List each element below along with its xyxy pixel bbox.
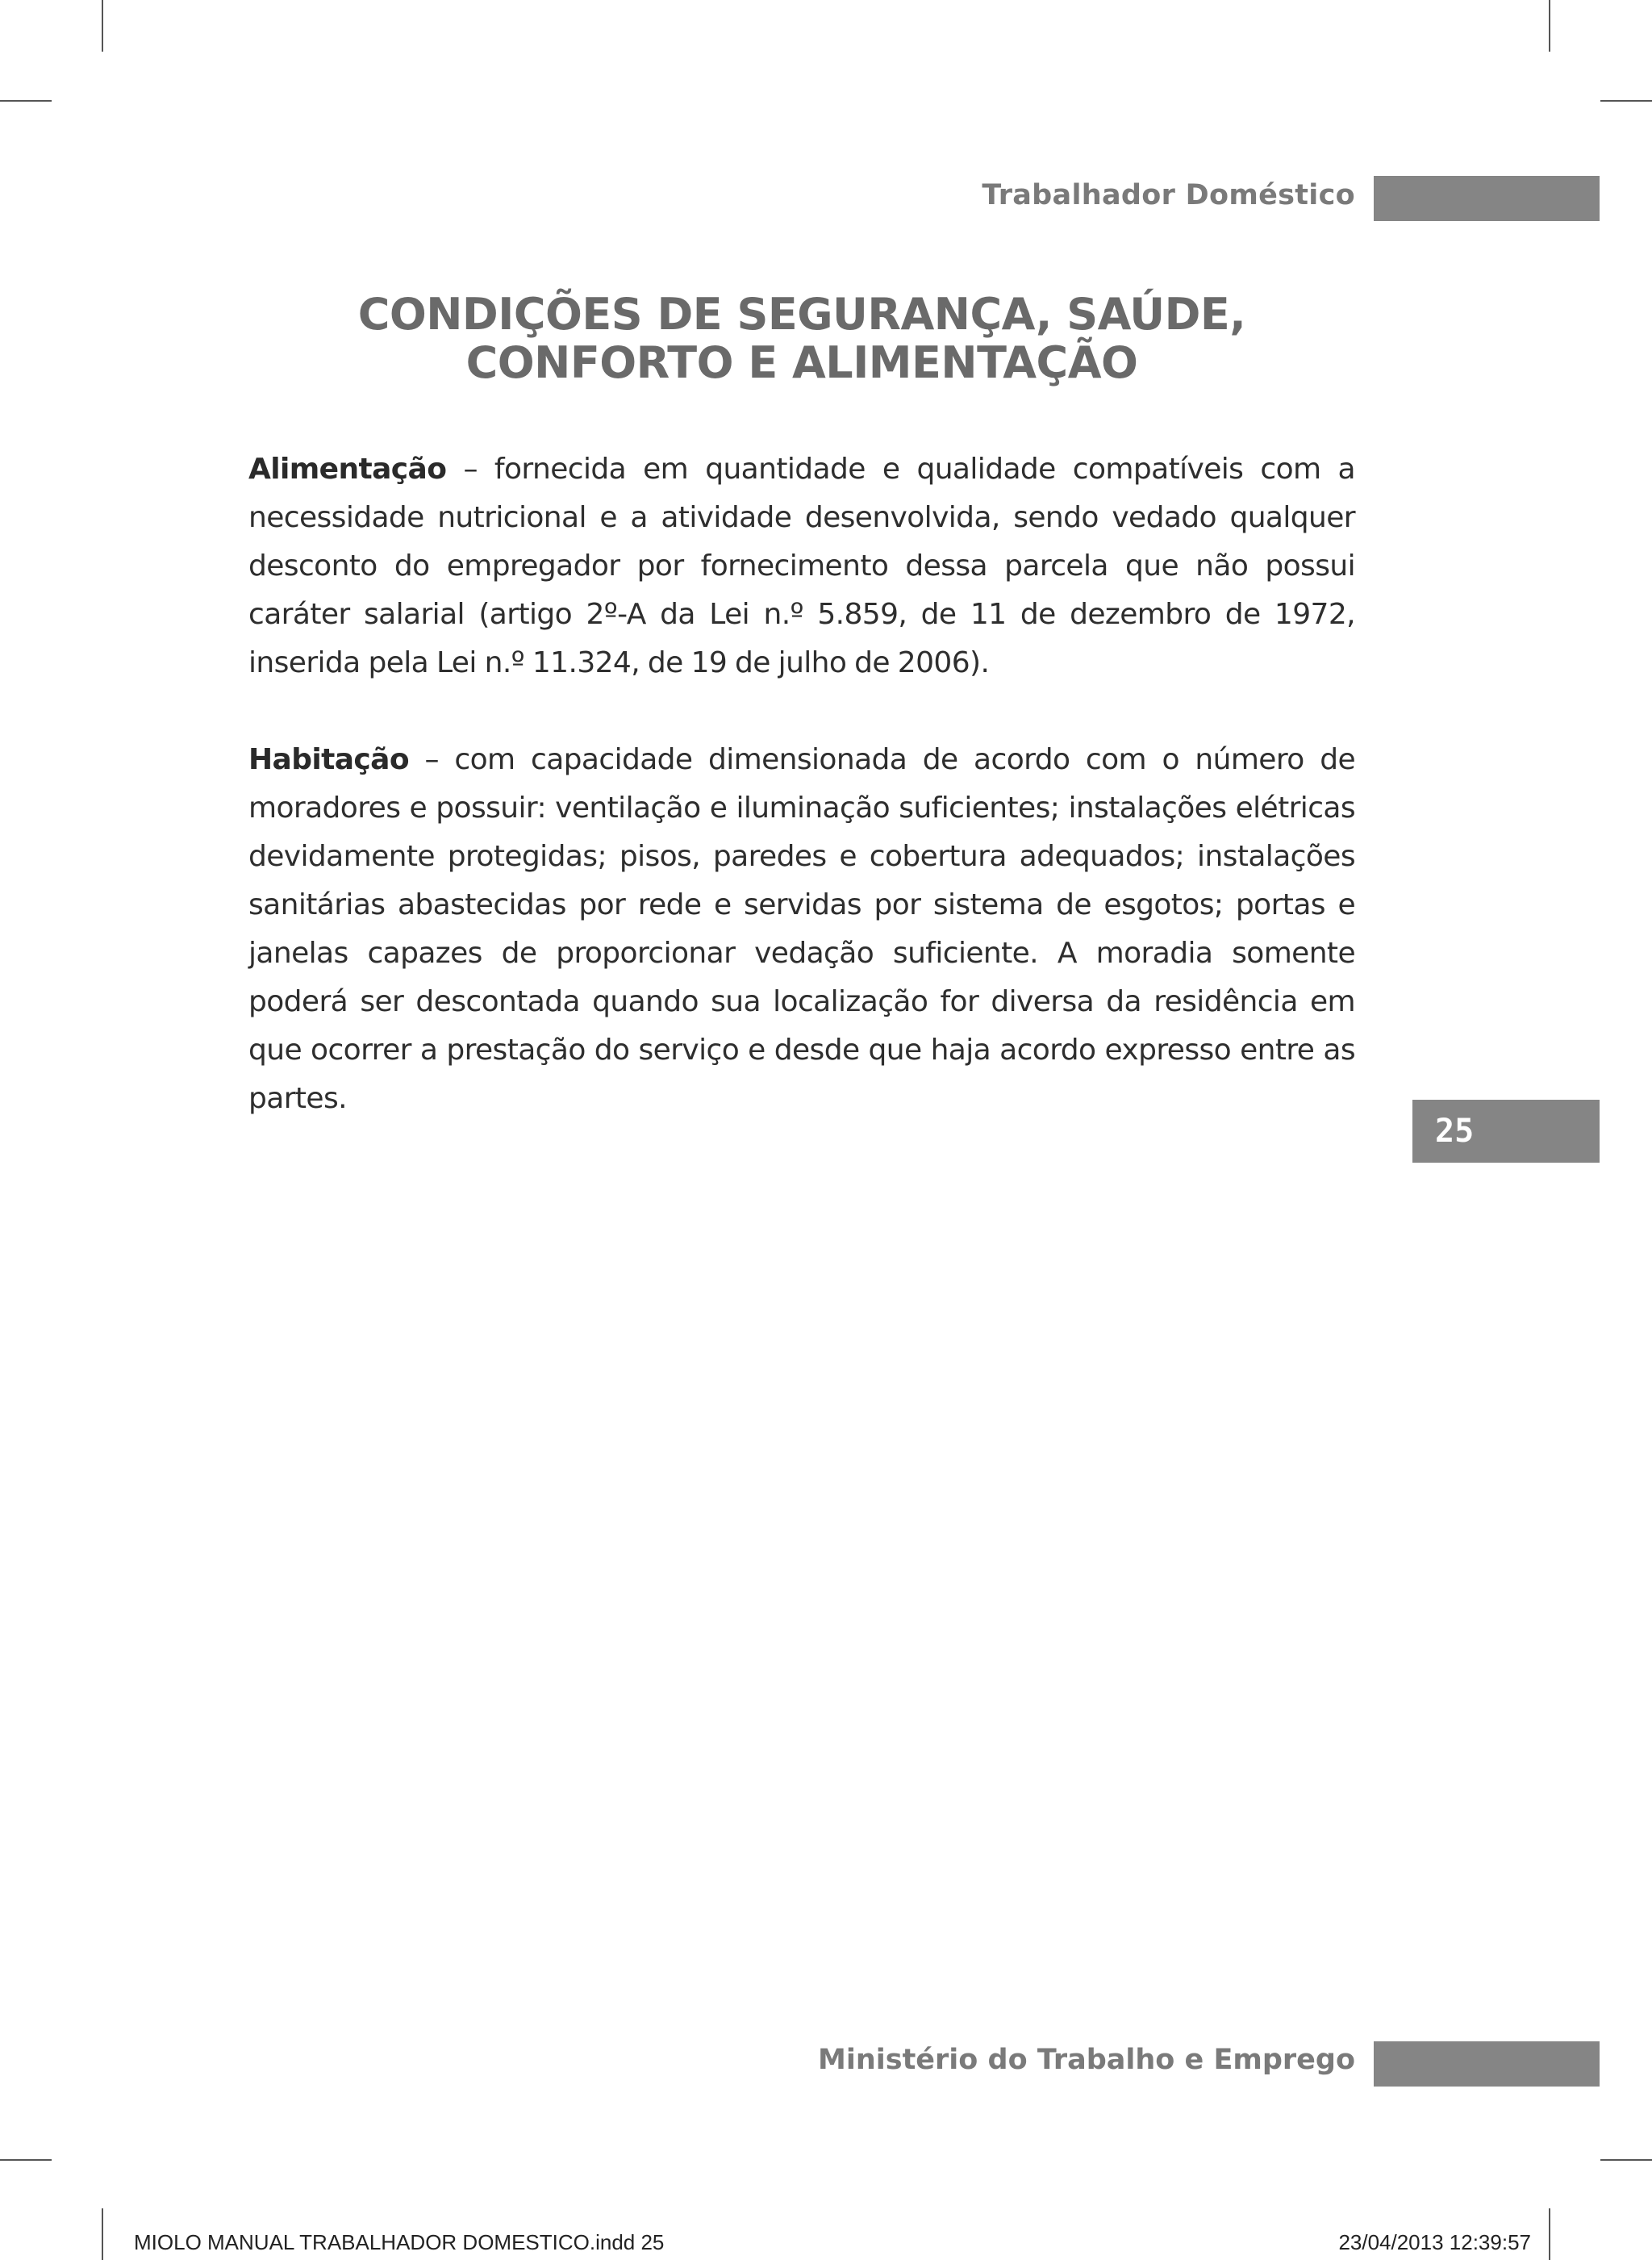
page-title bbox=[248, 290, 1355, 387]
crop-mark-bottom-right-h bbox=[1600, 2159, 1652, 2161]
page-number: 25 bbox=[1435, 1113, 1475, 1150]
term-habitacao: Habitação bbox=[248, 743, 409, 776]
crop-mark-bottom-left-h bbox=[0, 2159, 52, 2161]
paragraph-alimentacao bbox=[248, 445, 1355, 687]
crop-mark-top-right bbox=[1549, 0, 1550, 52]
running-head: Trabalhador Doméstico bbox=[982, 179, 1355, 211]
text-alimentacao: – fornecida em quantidade e qualidade compatíveis com a necessidade nutricional e a atividade desenvolvida, sendo vedado qualquer desconto do empregador por fornecimento dessa parcela que não possui caráter salarial (artigo 2º-A da Lei n.º 5.859, de 11 de dezembro de 1972, inserida pela Lei n.º 11.324, de 19 de julho de 2006). bbox=[248, 453, 1355, 679]
paragraph-habitacao bbox=[248, 736, 1355, 1123]
crop-mark-top-left-h bbox=[0, 100, 52, 102]
term-alimentacao: Alimentação bbox=[248, 453, 447, 486]
page-number-tab bbox=[1412, 1100, 1600, 1163]
text-habitacao: – com capacidade dimensionada de acordo com o número de moradores e possuir: ventilação e iluminação suficientes; instalações elétricas devidamente protegidas; pisos, paredes e cobertura adequados; instalações sanitárias abastecidas por rede e servidas por sistema de esgotos; portas e janelas capazes de proporcionar vedação suficiente. A moradia somente poderá ser descontada quando sua localização for diversa da residência em que ocorrer a prestação do serviço e desde que haja acordo expresso entre as partes. bbox=[248, 743, 1355, 1115]
page-title-line-1: CONDIÇÕES DE SEGURANÇA, SAÚDE, bbox=[357, 289, 1246, 340]
crop-mark-top-left bbox=[102, 0, 103, 52]
crop-mark-top-right-h bbox=[1600, 100, 1652, 102]
page-title-line-2: CONFORTO E ALIMENTAÇÃO bbox=[465, 337, 1138, 388]
slug-datetime: 23/04/2013 12:39:57 bbox=[1338, 2230, 1531, 2254]
footer-bar bbox=[1374, 2041, 1600, 2087]
header-bar bbox=[1374, 176, 1600, 221]
running-foot: Ministério do Trabalho e Emprego bbox=[818, 2044, 1355, 2076]
slug-file: MIOLO MANUAL TRABALHADOR DOMESTICO.indd 25 bbox=[134, 2230, 665, 2254]
crop-mark-bottom-left bbox=[102, 2208, 103, 2260]
crop-mark-bottom-right bbox=[1549, 2208, 1550, 2260]
